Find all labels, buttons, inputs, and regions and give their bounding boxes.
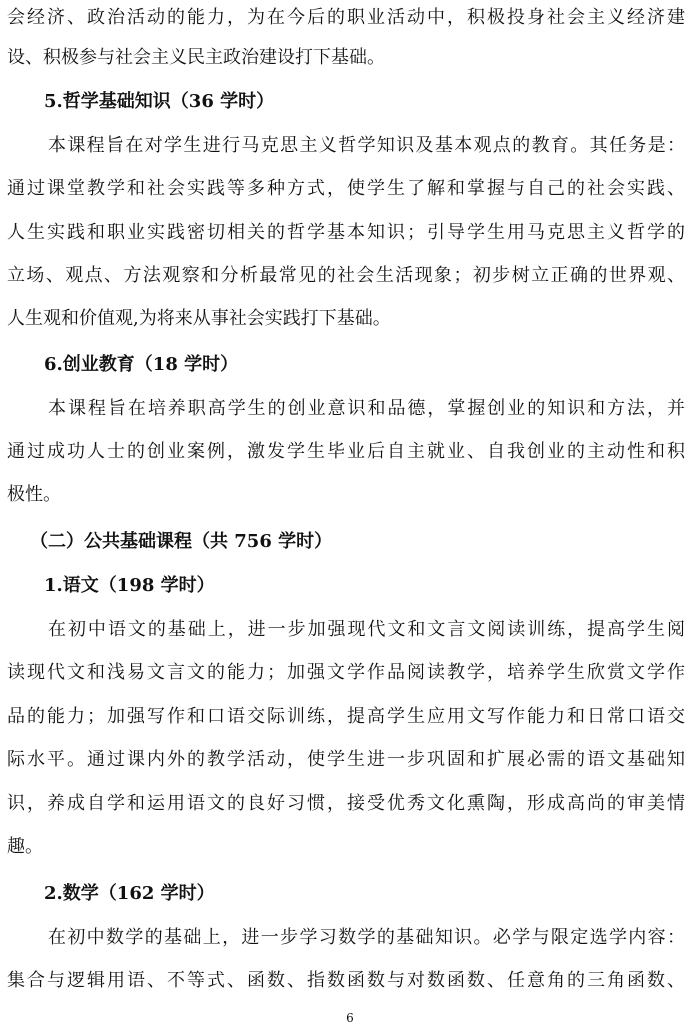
body-text-line: 通过成功人士的创业案例，激发学生毕业后自主就业、自我创业的主动性和积 <box>7 441 685 462</box>
body-text-line: 设、积极参与社会主义民主政治建设打下基础。 <box>7 47 385 68</box>
body-text-line: 极性。 <box>7 484 61 505</box>
body-text-line: 会经济、政治活动的能力，为在今后的职业活动中，积极投身社会主义经济建 <box>7 7 685 28</box>
body-text-line: 趣。 <box>7 836 43 857</box>
body-text-line: 际水平。通过课内外的教学活动，使学生进一步巩固和扩展必需的语文基础知 <box>7 749 685 770</box>
section-heading-math: 2.数学（162 学时） <box>44 883 215 904</box>
body-text-line: 识，养成自学和运用语文的良好习惯，接受优秀文化熏陶，形成高尚的审美情 <box>7 793 685 814</box>
body-text-line: 集合与逻辑用语、不等式、函数、指数函数与对数函数、任意角的三角函数、 <box>7 970 685 991</box>
section-heading-chinese: 1.语文（198 学时） <box>44 575 215 596</box>
body-text-line: 本课程旨在培养职高学生的创业意识和品德，掌握创业的知识和方法，并 <box>48 398 685 419</box>
body-text-line: 本课程旨在对学生进行马克思主义哲学知识及基本观点的教育。其任务是： <box>48 135 685 156</box>
body-text-line: 在初中数学的基础上，进一步学习数学的基础知识。必学与限定选学内容： <box>48 927 685 948</box>
section-heading-entrepreneurship: 6.创业教育（18 学时） <box>44 354 239 375</box>
body-text-line: 人生观和价值观,为将来从事社会实践打下基础。 <box>7 308 391 329</box>
body-text-line: 通过课堂教学和社会实践等多种方式，使学生了解和掌握与自己的社会实践、 <box>7 178 685 199</box>
body-text-line: 品的能力；加强写作和口语交际训练，提高学生应用文写作能力和日常口语交 <box>7 706 685 727</box>
body-text-line: 在初中语文的基础上，进一步加强现代文和文言文阅读训练，提高学生阅 <box>48 619 685 640</box>
body-text-line: 立场、观点、方法观察和分析最常见的社会生活现象；初步树立正确的世界观、 <box>7 265 685 286</box>
body-text-line: 人生实践和职业实践密切相关的哲学基本知识；引导学生用马克思主义哲学的 <box>7 222 685 243</box>
body-text-line: 读现代文和浅易文言文的能力；加强文学作品阅读教学，培养学生欣赏文学作 <box>7 662 685 683</box>
section-heading-public-courses: （二）公共基础课程（共 756 学时） <box>30 531 333 552</box>
page-number: 6 <box>346 1011 354 1025</box>
section-heading-philosophy: 5.哲学基础知识（36 学时） <box>44 91 275 112</box>
